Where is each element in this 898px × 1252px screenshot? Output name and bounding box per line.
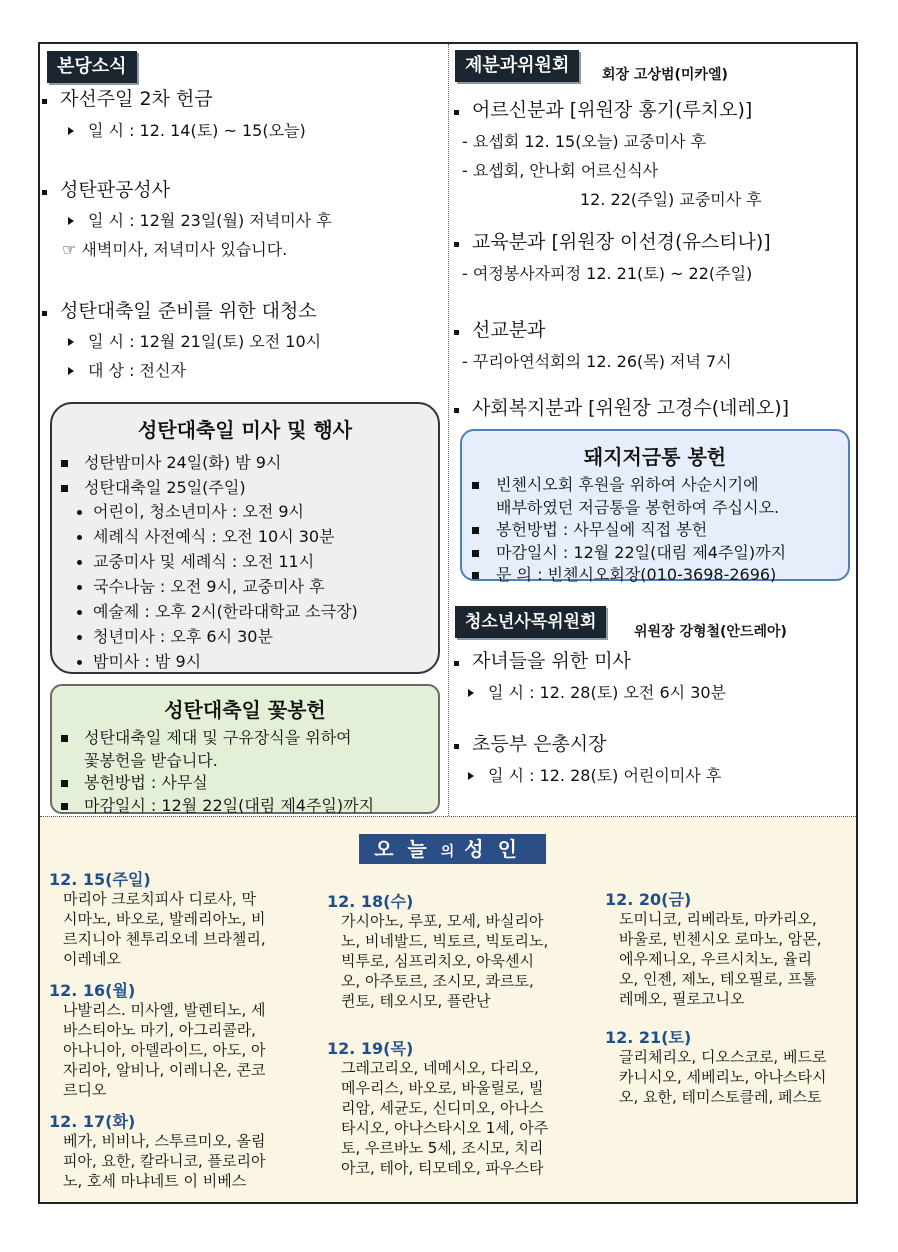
header-char: 오 xyxy=(374,837,408,861)
arrow-icon xyxy=(68,338,74,346)
news-line: 일 시 : 12월 21일(토) 오전 10시 xyxy=(88,332,322,351)
division-line: - 여정봉사자피정 12. 21(토) ~ 22(주일) xyxy=(462,264,753,283)
division-line: - 요셉회, 안나회 어르신식사 xyxy=(462,161,659,180)
youth-title-market: 초등부 은총시장 xyxy=(472,733,607,755)
column-divider xyxy=(448,44,449,816)
square-bullet xyxy=(61,803,68,810)
mass-sub-line: 청년미사 : 오후 6시 30분 xyxy=(93,627,273,646)
bullet-dot xyxy=(42,311,47,316)
arrow-icon xyxy=(468,772,474,780)
mass-sub-line: 예술제 : 오후 2시(한라대학교 소극장) xyxy=(93,602,358,621)
square-bullet xyxy=(472,527,479,534)
saint-names: 마리아 크로치피사 디로사, 막 시마노, 바오로, 발레리아노, 비 르지니아 첸투리오네 브라첼리, 이레네오 xyxy=(63,890,266,968)
saint-names: 그레고리오, 네메시오, 다리오, 메우리스, 바오로, 바울릴로, 빌 리암, 세균도, 신디미오, 아나스 타시오, 아나스타시오 1세, 아주 토, 우르바노 5세, 조시모, 치리 아코, 테아, 티모테오, 파우스타 xyxy=(341,1059,549,1177)
news-note: ☞ 새벽미사, 저녁미사 있습니다. xyxy=(62,240,288,259)
mass-sub-line: 어린이, 청소년미사 : 오전 9시 xyxy=(93,502,305,521)
box-title: 성탄대축일 미사 및 행사 xyxy=(137,418,353,442)
division-line: - 요셉회 12. 15(오늘) 교중미사 후 xyxy=(462,132,707,151)
saint-date: 12. 17(화) xyxy=(49,1112,136,1131)
square-bullet xyxy=(61,780,68,787)
saints-of-the-day-header xyxy=(359,834,546,864)
news-title-charity: 자선주일 2차 헌금 xyxy=(60,88,213,110)
mass-line: 성탄밤미사 24일(화) 밤 9시 xyxy=(84,453,282,472)
pig-line: 배부하였던 저금통을 봉헌하여 주십시오. xyxy=(496,498,780,517)
saint-names: 베가, 비비나, 스투르미오, 올림 피아, 요한, 칼라니코, 플로리아 노, 호세 마냐네트 이 비베스 xyxy=(63,1132,266,1190)
mass-line: 성탄대축일 25일(주일) xyxy=(84,478,246,497)
square-bullet xyxy=(61,485,68,492)
division-title-mission: 선교분과 xyxy=(472,319,546,341)
division-title-education: 교육분과 [위원장 이선경(유스티나)] xyxy=(472,231,771,253)
youth-title-mass: 자녀들을 위한 미사 xyxy=(472,650,631,672)
flower-line: 봉헌방법 : 사무실 xyxy=(84,773,208,792)
square-bullet xyxy=(472,482,479,489)
flower-line: 성탄대축일 제대 및 구유장식을 위하여 xyxy=(84,728,352,747)
bullet-dot xyxy=(42,190,47,195)
dot-bullet xyxy=(77,585,82,590)
saint-names: 나발리스. 미사엘, 발렌티노, 세 바스티아노 마기, 아그리콜라, 아나니아, 아델라이드, 아도, 아 자리아, 알비나, 이레니온, 콘코 르디오 xyxy=(63,1001,266,1099)
saint-date: 12. 18(수) xyxy=(327,892,414,911)
dot-bullet xyxy=(77,535,82,540)
header-char: 늘 xyxy=(407,837,441,861)
square-bullet xyxy=(61,735,68,742)
bullet-dot xyxy=(454,661,459,666)
youth-line: 일 시 : 12. 28(토) 어린이미사 후 xyxy=(488,766,722,785)
division-title-welfare: 사회복지분과 [위원장 고경수(네레오)] xyxy=(472,397,790,419)
dot-bullet xyxy=(77,635,82,640)
bullet-dot xyxy=(454,408,459,413)
parish-news-tag: 본당소식 xyxy=(47,51,137,83)
division-line: 12. 22(주일) 교중미사 후 xyxy=(580,190,762,209)
news-line: 대 상 : 전신자 xyxy=(88,361,186,380)
header-char: 의 xyxy=(440,844,465,860)
flower-line: 마감일시 : 12월 22일(대림 제4주일)까지 xyxy=(84,796,375,815)
arrow-icon xyxy=(68,127,74,135)
arrow-icon xyxy=(468,689,474,697)
youth-committee-tag: 청소년사목위원회 xyxy=(455,606,606,638)
bullet-dot xyxy=(454,744,459,749)
committee-tag: 제분과위원회 xyxy=(455,50,579,82)
news-line: 일 시 : 12. 14(토) ~ 15(오늘) xyxy=(88,121,306,140)
box-title: 성탄대축일 꽃봉헌 xyxy=(164,698,326,722)
mass-sub-line: 교중미사 및 세례식 : 오전 11시 xyxy=(93,552,315,571)
header-char: 인 xyxy=(497,837,531,861)
division-title-elderly: 어르신분과 [위원장 홍기(루치오)] xyxy=(472,99,753,121)
mass-sub-line: 국수나눔 : 오전 9시, 교중미사 후 xyxy=(93,577,325,596)
committee-chair: 회장 고상범(미카엘) xyxy=(602,67,728,83)
box-title: 돼지저금통 봉헌 xyxy=(583,445,727,469)
header-char: 성 xyxy=(464,837,498,861)
dot-bullet xyxy=(77,660,82,665)
saint-date: 12. 15(주일) xyxy=(49,870,151,889)
pig-line: 문 의 : 빈첸시오회장(010-3698-2696) xyxy=(496,565,777,584)
dot-bullet xyxy=(77,610,82,615)
saint-date: 12. 20(금) xyxy=(605,890,692,909)
bullet-dot xyxy=(454,330,459,335)
mass-sub-line: 밤미사 : 밤 9시 xyxy=(93,652,202,671)
bullet-dot xyxy=(454,242,459,247)
news-line: 일 시 : 12월 23일(월) 저녁미사 후 xyxy=(88,211,332,230)
division-line: - 꾸리아연석회의 12. 26(목) 저녁 7시 xyxy=(462,352,732,371)
square-bullet xyxy=(472,550,479,557)
youth-line: 일 시 : 12. 28(토) 오전 6시 30분 xyxy=(488,683,727,702)
arrow-icon xyxy=(68,367,74,375)
bullet-dot xyxy=(454,110,459,115)
saint-date: 12. 16(월) xyxy=(49,981,136,1000)
news-title-cleaning: 성탄대축일 준비를 위한 대청소 xyxy=(60,300,317,322)
saint-names: 글리체리오, 디오스코로, 베드로 카니시오, 세베리노, 아나스타시 오, 요한, 테미스토클레, 페스토 xyxy=(619,1048,827,1106)
pig-line: 빈첸시오회 후원을 위하여 사순시기에 xyxy=(496,475,759,494)
saint-names: 가시아노, 루포, 모세, 바실리아 노, 비네발드, 빅토르, 빅토리노, 빅투로, 심프리치오, 아욱센시 오, 아주토르, 조시모, 콰르토, 퀸토, 테오시모, 플란난 xyxy=(341,912,549,1010)
saint-date: 12. 19(목) xyxy=(327,1039,414,1058)
dot-bullet xyxy=(77,510,82,515)
saint-names: 도미니코, 리베라토, 마카리오, 바울로, 빈첸시오 로마노, 암몬, 에우제니오, 우르시치노, 율리 오, 인젠, 제노, 테오필로, 프톨 레메오, 필로고니오 xyxy=(619,910,822,1008)
news-title-confession: 성탄판공성사 xyxy=(60,179,171,201)
mass-sub-line: 세례식 사전예식 : 오전 10시 30분 xyxy=(93,527,335,546)
dot-bullet xyxy=(77,560,82,565)
square-bullet xyxy=(472,572,479,579)
pig-line: 봉헌방법 : 사무실에 직접 봉헌 xyxy=(496,520,708,539)
pig-line: 마감일시 : 12월 22일(대림 제4주일)까지 xyxy=(496,543,787,562)
youth-chair: 위원장 강형철(안드레아) xyxy=(634,624,787,640)
flower-line: 꽃봉헌을 받습니다. xyxy=(84,751,218,770)
saint-date: 12. 21(토) xyxy=(605,1028,692,1047)
bullet-dot xyxy=(42,99,47,104)
square-bullet xyxy=(61,460,68,467)
arrow-icon xyxy=(68,217,74,225)
